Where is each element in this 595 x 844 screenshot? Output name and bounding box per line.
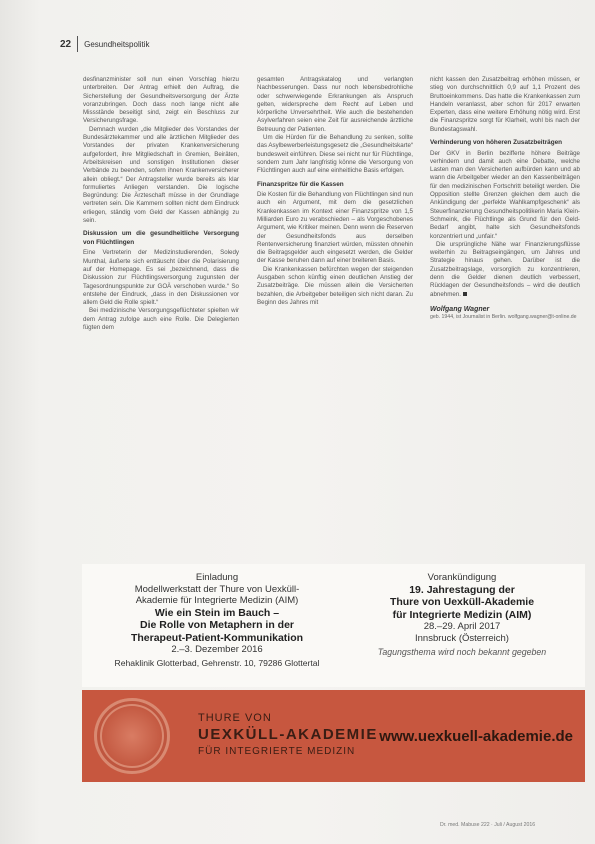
page-number: 22 (60, 38, 72, 50)
banner-line: THURE VON (198, 712, 272, 724)
end-mark-icon (463, 292, 467, 296)
paragraph: gesamten Antragskatalog und verlangten Nachbesserungen. Dass nur noch lebensbedrohliche oder schwerwiegende Erkrankungen als Anspruch gelten, widerspreche dem Recht auf Leben und körperliche Unversehrtheit. Wie auch die bestehenden Asylverfahren seien eine Zeit für ausreichende ärztliche Betreuung der Patienten. (257, 76, 413, 133)
conference-title: Thure von Uexküll-Akademie (389, 596, 535, 608)
paragraph: desfinanzminister soll nun einen Vorschlag hierzu unterbreiten. Der Antrag erhielt den Auftrag, die Sicherstellung der Gesundheitsversorgung der Ärzte voranzubringen. Doch dass noch lange nicht alle Missstände beseitigt sind, zeigt ein Beschluss zur Versicherungsfrage. (83, 76, 239, 125)
subheading: Diskussion um die gesundheitliche Versorgung von Flüchtlingen (83, 230, 239, 246)
invitation-label: Einladung (195, 572, 239, 583)
academy-url: www.uexkuell-akademie.de (379, 728, 573, 745)
paragraph: Die Kosten für die Behandlung von Flüchtlingen sind nun auch ein Argument, mit dem die gesetzlichen Krankenkassen im Kontext einer Finanzspritze von 1,5 Milliarden Euro zu verabschieden – als Vorgeschobenes Argument, wie Kritiker meinen. Denn wenn die Reserven der Gesundheitsfonds aus derselben Rentenversicherung finanziert würden, müssten ohnehin die Beitragsgelder auch eingesetzt werden, die Gelder der Kasse beruhen dann auf einer breiteren Basis. (257, 191, 413, 265)
ad-invitation (82, 572, 352, 669)
subheading: Finanzspritze für die Kassen (257, 180, 344, 188)
invitation-line: Modellwerkstatt der Thure von Uexküll- (134, 583, 300, 595)
academy-seal-icon (94, 698, 170, 774)
conference-title: 19. Jahrestagung der (409, 583, 515, 596)
section-title: Gesundheitspolitik (84, 39, 150, 49)
subheading: Verhinderung von höheren Zusatzbeiträgen (430, 139, 563, 147)
conference-date: 28.–29. April 2017 (423, 621, 501, 632)
paragraph: Demnach wurden „die Mitglieder des Vorstandes der Bundesärztekammer und alle ärztlichen Mitglieder des Vorstandes der privaten Krankenversicherung aufgefordert, ihre Mitgliedschaft in Gremien, Beiräten, Arbeitskreisen und sonstigen Institutionen dieser Verbände zu beenden, sofern ihnen Krankenversicherer allein obliegt.“ Der Antragsteller wurde bereits als klar formuliertes Anliegen verstanden. Die logische Begründung: Die Ärzteschaft müsse in der Grundlage vertreten sein. Die Kammern sollten nicht dem Eindruck erliegen, ständig vom Geld der Kassen abhängig zu sein. (83, 125, 239, 225)
academy-banner (82, 690, 585, 782)
paragraph: Bei medizinische Versorgungsgeflüchteter spielten wir dem Antrag zufolge auch eine Rolle. Die Delegierten fügten dem (83, 307, 239, 332)
conference-note: Tagungsthema wird noch bekannt gegeben (377, 647, 547, 657)
advertisement (82, 564, 585, 797)
author-name: Wolfgang Wagner (430, 305, 490, 313)
conference-place: Innsbruck (Österreich) (415, 632, 509, 644)
author-bio: geb. 1944, ist Journalist in Berlin. wolfgang.wagner@t-online.de (430, 314, 577, 321)
invitation-title: Therapeut-Patient-Kommunikation (130, 631, 304, 644)
paragraph: nicht kassen den Zusatzbeitrag erhöhen müssen, er stieg von durchschnittlich 0,9 auf 1,1 Prozent des Bruttoeinkommens. Das hatte die Krankenkassen zum Handeln veranlasst, aber schon für 2017 erwarten Experten, dass eine weitere Erhöhung nötig wird. Erst die Finanzspritze sorgt für Klarheit, wohl bis nach der Bundestagswahl. (430, 76, 580, 133)
paragraph: Die Krankenkassen befürchten wegen der steigenden Ausgaben schon künftig einen deutlichen Anstieg der Zusatzbeiträge. Die müssen allein die Versicherten bezahlen, die Arbeitgeber beteiligen sich nicht daran. Zu Beginn des Jahres mit (257, 265, 413, 306)
banner-academy-name: UEXKÜLL-AKADEMIE (198, 726, 378, 743)
paragraph: Um die Hürden für die Behandlung zu senken, sollte das Asylbewerberleistungsgesetz die „Gesundheitskarte“ bundesweit einführen. Diese sei nicht nur für Flüchtlinge, sondern zum Jahr langfristig könne die Versorgung von Flüchtlingen auch auf eine einheitliche Basis erfolgen. (257, 134, 413, 175)
invitation-line: Akademie für Integrierte Medizin (AIM) (135, 595, 299, 606)
paragraph: Der GKV in Berlin bezifferte höhere Beiträge verhindern und damit auch eine Debatte, welche Lasten man den Versicherten aufbürden kann und ab wann die Arbeitgeber wieder an den Kassenbeiträgen für den medizinischen Fortschritt beteiligt werden. Die Opposition stellte Grenzen gleichen dem auch die Ankündigung der „perfekte Wahlkampfgeschenk“ als Steuerfinanzierung Gesundheitspolitikerin Maria Klein-Schmeink, die Flüchtlinge als Grund für den Geld-Bedarf angibt, halte sich Gesundheitsfonds konzentriert und „unfair.“ (430, 149, 580, 240)
text-column-1 (83, 76, 239, 332)
invitation-title: Die Rolle von Metaphern in der (139, 619, 295, 631)
invitation-date: 2.–3. Dezember 2016 (171, 644, 263, 655)
preannouncement-label: Vorankündigung (427, 572, 497, 583)
ad-preannouncement (342, 572, 582, 659)
paragraph (430, 241, 580, 299)
conference-title: für Integrierte Medizin (AIM) (392, 608, 532, 621)
banner-line: FÜR INTEGRIERTE MEDIZIN (198, 746, 356, 757)
paragraph: Eine Vertreterin der Medizinstudierenden, Soledy Munthal, äußerte sich enttäuscht über die Polarisierung auf der Homepage. Es sei „bezeichnend, dass die Diskussion zur Flüchtlingsversorgung zugunsten der Tagesordnungspunkte zur GOÄ verschoben wurde.“ So entstehe der Eindruck, „dass in den Diskussionen vor allem Geld die Rolle spielt.“ (83, 249, 239, 307)
ad-announcements (82, 564, 585, 687)
invitation-address: Rehaklinik Glotterbad, Gehrenstr. 10, 79286 Glottertal (114, 657, 320, 668)
page-header (60, 36, 150, 52)
invitation-title: Wie ein Stein im Bauch – (154, 606, 280, 619)
text-column-2 (257, 76, 413, 307)
text-column-3 (430, 76, 580, 321)
paragraph-text: Die ursprüngliche Nähe war Finanzierungsflüsse weiterhin zu Beitragseingängen, um Jahres und Strategie hinaus gehen. Darüber ist die Zusatzbeitragslage, vorsorglich zu konzentrieren, denn die Gelder dienen deutlich verbessert, Rücklagen der Gesundheitsfonds – wird die deutlich abnehmen. (430, 240, 580, 298)
page-footer: Dr. med. Mabuse 222 · Juli / August 2016 (440, 822, 536, 828)
header-divider (77, 36, 78, 52)
